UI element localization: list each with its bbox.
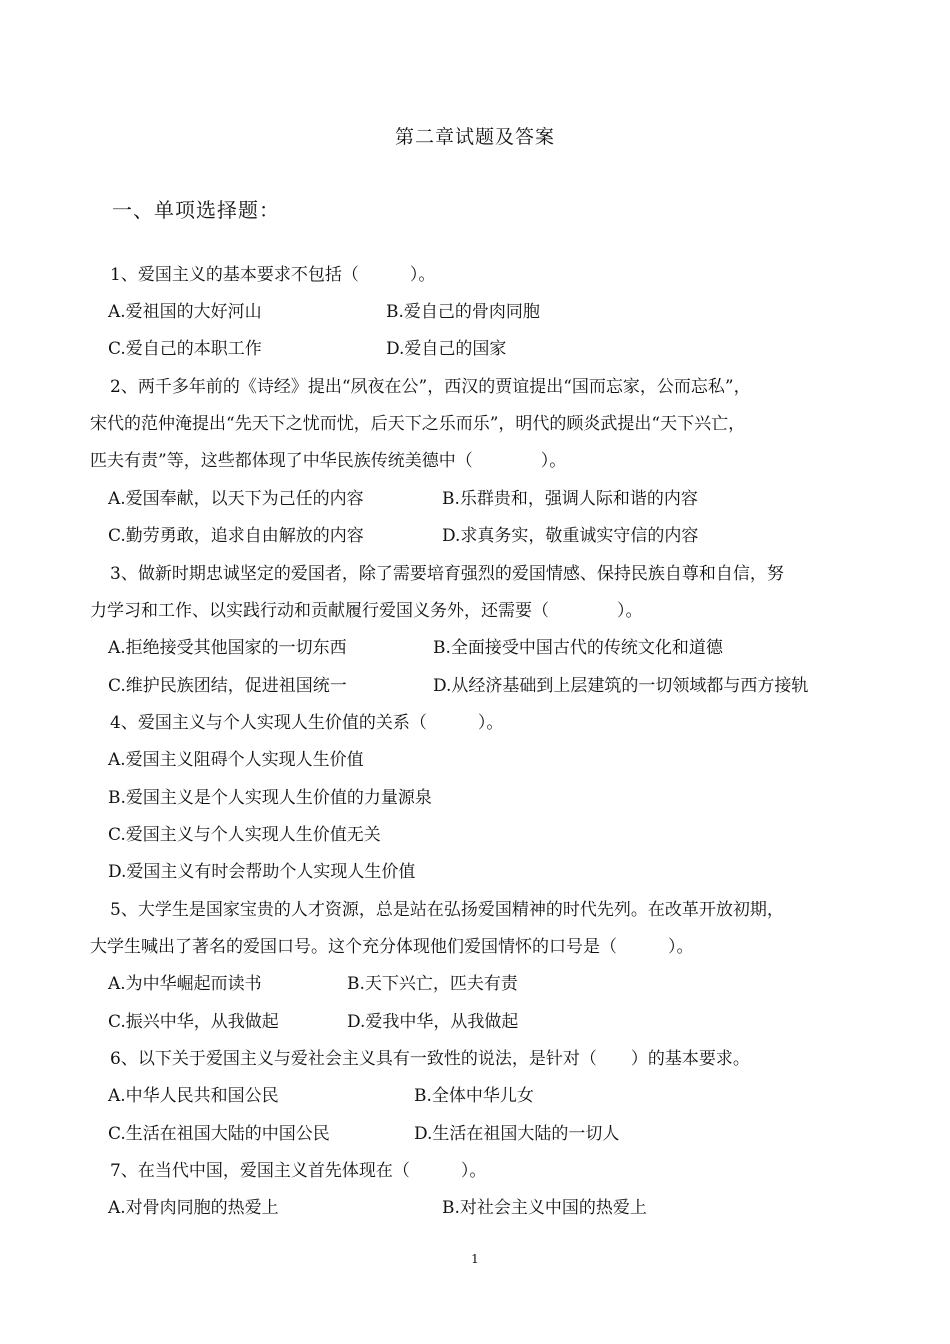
question-5-option-c: C.振兴中华，从我做起 [108,1012,279,1032]
question-4-option-b: B.爱国主义是个人实现人生价值的力量源泉 [108,788,432,808]
question-2-stem-line-1: 2、两千多年前的《诗经》提出“夙夜在公”，西汉的贾谊提出“国而忘家，公而忘私”， [110,377,751,397]
question-2-stem-line-3: 匹夫有责”等，这些都体现了中华民族传统美德中（ ）。 [90,451,567,471]
question-3-option-a: A.拒绝接受其他国家的一切东西 [108,638,347,658]
question-7-option-b: B.对社会主义中国的热爱上 [442,1198,647,1218]
question-6-option-a: A.中华人民共和国公民 [108,1086,279,1106]
question-4-option-a: A.爱国主义阻碍个人实现人生价值 [108,750,364,770]
question-3-option-d: D.从经济基础到上层建筑的一切领域都与西方接轨 [433,676,809,696]
question-7-option-a: A.对骨肉同胞的热爱上 [108,1198,279,1218]
question-1-option-d: D.爱自己的国家 [386,339,507,359]
question-6-option-c: C.生活在祖国大陆的中国公民 [108,1124,330,1144]
question-3-option-c: C.维护民族团结，促进祖国统一 [108,676,347,696]
section-heading: 一、单项选择题： [112,198,280,222]
question-3-stem-line-1: 3、做新时期忠诚坚定的爱国者，除了需要培育强烈的爱国情感、保持民族自尊和自信，努 [110,564,784,584]
question-4-option-d: D.爱国主义有时会帮助个人实现人生价值 [108,862,416,882]
question-5-stem-line-2: 大学生喊出了著名的爱国口号。这个充分体现他们爱国情怀的口号是（ ）。 [90,937,694,957]
question-5-stem-line-1: 5、大学生是国家宝贵的人才资源，总是站在弘扬爱国精神的时代先列。在改革开放初期， [110,900,784,920]
question-4-option-c: C.爱国主义与个人实现人生价值无关 [108,825,381,845]
question-3-stem-line-2: 力学习和工作、以实践行动和贡献履行爱国义务外，还需要（ ）。 [90,601,643,621]
question-2-option-c: C.勤劳勇敢，追求自由解放的内容 [108,526,364,546]
question-3-option-b: B.全面接受中国古代的传统文化和道德 [433,638,723,658]
question-4-stem: 4、爱国主义与个人实现人生价值的关系（ ）。 [110,713,504,733]
question-6-option-d: D.生活在祖国大陆的一切人 [414,1124,620,1144]
page-number: 1 [471,1252,479,1266]
question-2-option-a: A.爱国奉献，以天下为己任的内容 [108,489,364,509]
page-title: 第二章试题及答案 [394,126,555,148]
question-5-option-a: A.为中华崛起而读书 [108,974,262,994]
question-7-stem: 7、在当代中国，爱国主义首先体现在（ ）。 [110,1161,487,1181]
question-1-option-b: B.爱自己的骨肉同胞 [386,302,540,322]
question-1-stem: 1、爱国主义的基本要求不包括（ ）。 [110,265,436,285]
question-5-option-b: B.天下兴亡，匹夫有责 [347,974,518,994]
question-6-option-b: B.全体中华儿女 [414,1086,534,1106]
question-1-option-c: C.爱自己的本职工作 [108,339,262,359]
question-2-option-d: D.求真务实，敬重诚实守信的内容 [442,526,699,546]
question-6-stem: 6、以下关于爱国主义与爱社会主义具有一致性的说法，是针对（ ）的基本要求。 [110,1049,750,1069]
question-1-option-a: A.爱祖国的大好河山 [108,302,262,322]
question-2-option-b: B.乐群贵和，强调人际和谐的内容 [442,489,698,509]
question-2-stem-line-2: 宋代的范仲淹提出“先天下之忧而忧，后天下之乐而乐”，明代的顾炎武提出“天下兴亡， [90,414,746,434]
question-5-option-d: D.爱我中华，从我做起 [347,1012,519,1032]
